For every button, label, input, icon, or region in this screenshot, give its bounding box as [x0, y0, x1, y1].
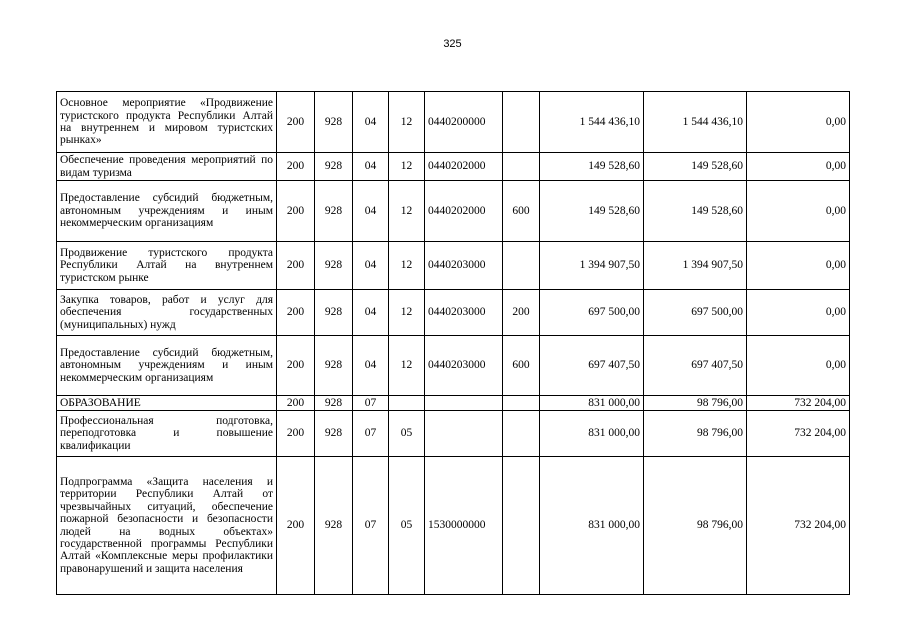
cell-code: 07 — [353, 457, 389, 595]
cell-code: 12 — [389, 153, 425, 181]
cell-code: 04 — [353, 242, 389, 290]
cell-code — [389, 396, 425, 411]
cell-amount: 1 394 907,50 — [644, 242, 747, 290]
cell-code: 600 — [503, 181, 540, 242]
cell-code — [503, 153, 540, 181]
row-name: Предоставление субсидий бюджетным, автономным учреждениям и иным некоммерческим организациям — [57, 181, 277, 242]
cell-code: 12 — [389, 336, 425, 396]
cell-code: 200 — [277, 92, 315, 153]
row-name: Закупка товаров, работ и услуг для обеспечения государственных (муниципальных) нужд — [57, 290, 277, 336]
row-name: Подпрограмма «Защита населения и территории Республики Алтай от чрезвычайных ситуаций, обеспечение пожарной безопасности и безопасности людей на водных объектах» государственной программы Республики Алтай «Комплексные меры профилактики правонарушений и защита населения — [57, 457, 277, 595]
cell-code: 200 — [277, 153, 315, 181]
cell-code: 05 — [389, 457, 425, 595]
cell-amount: 697 407,50 — [540, 336, 644, 396]
table-row — [57, 336, 850, 396]
table-row — [57, 396, 850, 411]
cell-amount: 697 500,00 — [540, 290, 644, 336]
page-number: 325 — [443, 38, 462, 50]
table-row — [57, 242, 850, 290]
budget-table — [56, 91, 850, 595]
cell-amount: 732 204,00 — [747, 396, 850, 411]
cell-amount: 1 544 436,10 — [644, 92, 747, 153]
cell-code: 05 — [389, 411, 425, 457]
cell-amount: 98 796,00 — [644, 411, 747, 457]
cell-code: 0440200000 — [425, 92, 503, 153]
cell-amount: 149 528,60 — [540, 153, 644, 181]
cell-amount: 831 000,00 — [540, 411, 644, 457]
cell-code — [503, 92, 540, 153]
cell-amount: 732 204,00 — [747, 411, 850, 457]
row-name: Обеспечение проведения мероприятий по видам туризма — [57, 153, 277, 181]
cell-amount: 0,00 — [747, 336, 850, 396]
cell-code: 600 — [503, 336, 540, 396]
cell-amount: 149 528,60 — [644, 181, 747, 242]
cell-code — [503, 411, 540, 457]
cell-code: 200 — [277, 181, 315, 242]
cell-code: 0440203000 — [425, 290, 503, 336]
cell-code: 04 — [353, 181, 389, 242]
cell-amount: 697 500,00 — [644, 290, 747, 336]
table-row — [57, 92, 850, 153]
cell-code — [425, 396, 503, 411]
cell-amount: 831 000,00 — [540, 457, 644, 595]
cell-amount: 149 528,60 — [540, 181, 644, 242]
cell-code: 928 — [315, 411, 353, 457]
cell-amount: 697 407,50 — [644, 336, 747, 396]
cell-code — [425, 411, 503, 457]
table-row — [57, 181, 850, 242]
cell-amount: 149 528,60 — [644, 153, 747, 181]
cell-code: 04 — [353, 153, 389, 181]
table-row — [57, 153, 850, 181]
cell-code: 1530000000 — [425, 457, 503, 595]
cell-code: 928 — [315, 153, 353, 181]
cell-amount: 0,00 — [747, 290, 850, 336]
table-row — [57, 411, 850, 457]
cell-amount: 98 796,00 — [644, 457, 747, 595]
cell-code: 04 — [353, 336, 389, 396]
row-name: Основное мероприятие «Продвижение туристского продукта Республики Алтай на внутреннем и мировом туристских рынках» — [57, 92, 277, 153]
cell-code: 928 — [315, 181, 353, 242]
cell-code: 200 — [277, 411, 315, 457]
cell-code: 07 — [353, 411, 389, 457]
row-name: Профессиональная подготовка, переподготовка и повышение квалификации — [57, 411, 277, 457]
cell-code: 928 — [315, 242, 353, 290]
cell-code: 12 — [389, 181, 425, 242]
cell-code: 200 — [277, 457, 315, 595]
cell-code: 928 — [315, 290, 353, 336]
table-row — [57, 457, 850, 595]
cell-code: 928 — [315, 457, 353, 595]
cell-code — [503, 457, 540, 595]
cell-code: 928 — [315, 396, 353, 411]
table-row — [57, 290, 850, 336]
cell-amount: 1 394 907,50 — [540, 242, 644, 290]
cell-code: 12 — [389, 242, 425, 290]
cell-amount: 0,00 — [747, 181, 850, 242]
row-name: Предоставление субсидий бюджетным, автономным учреждениям и иным некоммерческим организациям — [57, 336, 277, 396]
cell-amount: 0,00 — [747, 153, 850, 181]
cell-code: 200 — [277, 290, 315, 336]
cell-code: 0440202000 — [425, 153, 503, 181]
cell-code: 200 — [277, 242, 315, 290]
cell-amount: 0,00 — [747, 92, 850, 153]
cell-code: 12 — [389, 290, 425, 336]
row-name: ОБРАЗОВАНИЕ — [57, 396, 277, 411]
cell-code: 04 — [353, 290, 389, 336]
cell-code: 928 — [315, 336, 353, 396]
cell-amount: 732 204,00 — [747, 457, 850, 595]
cell-code: 04 — [353, 92, 389, 153]
cell-code: 0440202000 — [425, 181, 503, 242]
cell-code: 200 — [277, 396, 315, 411]
cell-code: 0440203000 — [425, 242, 503, 290]
cell-code: 0440203000 — [425, 336, 503, 396]
cell-code: 200 — [503, 290, 540, 336]
cell-code — [503, 242, 540, 290]
cell-code: 12 — [389, 92, 425, 153]
cell-code: 07 — [353, 396, 389, 411]
cell-code — [503, 396, 540, 411]
cell-code: 200 — [277, 336, 315, 396]
cell-amount: 831 000,00 — [540, 396, 644, 411]
cell-amount: 98 796,00 — [644, 396, 747, 411]
cell-amount: 0,00 — [747, 242, 850, 290]
row-name: Продвижение туристского продукта Республики Алтай на внутреннем туристском рынке — [57, 242, 277, 290]
cell-code: 928 — [315, 92, 353, 153]
cell-amount: 1 544 436,10 — [540, 92, 644, 153]
